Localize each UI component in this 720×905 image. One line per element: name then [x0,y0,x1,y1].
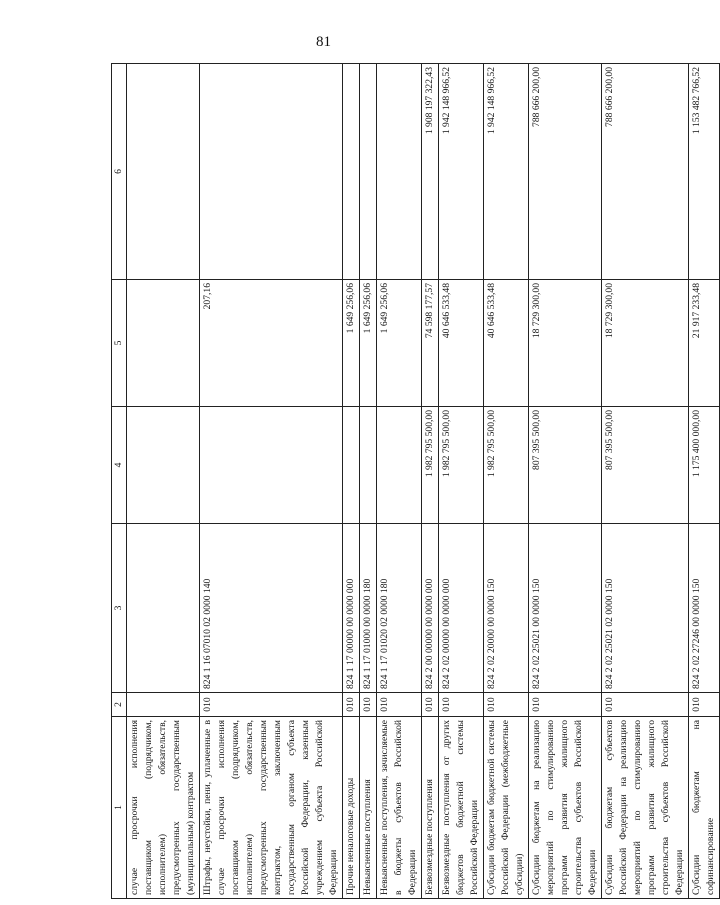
row-value4-cell [377,407,422,524]
row-value6-cell [360,64,377,280]
row-value5-cell: 1 649 256,06 [377,280,422,407]
row-column2-cell: 010 [377,693,422,717]
column-header: 4 [112,407,127,524]
row-value5-cell: 18 729 300,00 [602,280,689,407]
row-code-cell: 824 1 17 01000 00 0000 180 [360,524,377,693]
row-code-cell: 824 1 16 07010 02 0000 140 [200,524,343,693]
row-value6-cell [377,64,422,280]
table-row [422,64,439,899]
row-column2-cell: 010 [689,693,720,717]
row-value6-cell [343,64,360,280]
row-value4-cell [343,407,360,524]
row-value4-cell: 1 982 795 500,00 [439,407,484,524]
row-value4-cell [127,407,200,524]
row-value5-cell: 74 598 177,57 [422,280,439,407]
table-row [360,64,377,899]
row-code-cell: 824 2 02 25021 00 0000 150 [529,524,602,693]
row-code-cell [127,524,200,693]
row-code-cell: 824 2 02 20000 00 0000 150 [484,524,529,693]
table-frame [111,64,716,899]
row-value5-cell: 1 649 256,06 [360,280,377,407]
row-code-cell: 824 1 17 00000 00 0000 000 [343,524,360,693]
row-value6-cell: 1 908 197 322,43 [422,64,439,280]
row-column2-cell: 010 [602,693,689,717]
row-value4-cell: 807 395 500,00 [529,407,602,524]
row-code-cell: 824 2 00 00000 00 0000 000 [422,524,439,693]
table-row [343,64,360,899]
column-header: 6 [112,64,127,280]
row-value5-cell: 40 646 533,48 [439,280,484,407]
row-value4-cell [360,407,377,524]
table-row [200,64,343,899]
row-column2-cell: 010 [529,693,602,717]
column-header: 1 [112,717,127,899]
budget-table [111,63,720,899]
row-value5-cell: 21 917 233,48 [689,280,720,407]
row-value6-cell [127,64,200,280]
row-name-cell: Субсидии бюджетам на софинансирование [689,717,720,899]
column-header: 3 [112,524,127,693]
row-name-cell: Штрафы, неустойки, пени, уплаченные в случае просрочки исполнения поставщиком (подрядчиком, исполнителем) обязательств, предусмотренных государственным контрактом, заключенным государственным органом субъекта Российской Федерации, казенным учреждением субъекта Российской Федерации [200,717,343,899]
row-name-cell: Прочие неналоговые доходы [343,717,360,899]
page-number: 81 [316,34,331,50]
row-value6-cell: 788 666 200,00 [602,64,689,280]
row-value4-cell: 1 982 795 500,00 [422,407,439,524]
table-row [127,64,200,899]
row-value4-cell: 1 982 795 500,00 [484,407,529,524]
column-header: 5 [112,280,127,407]
row-value6-cell: 788 666 200,00 [529,64,602,280]
row-value4-cell: 807 395 500,00 [602,407,689,524]
table-row [602,64,689,899]
table-row [529,64,602,899]
table-row [484,64,529,899]
column-header: 2 [112,693,127,717]
header-row [112,64,127,899]
row-name-cell: Невыясненные поступления [360,717,377,899]
row-value5-cell: 40 646 533,48 [484,280,529,407]
row-column2-cell: 010 [200,693,343,717]
row-value5-cell [127,280,200,407]
row-column2-cell [127,693,200,717]
row-value6-cell: 1 153 482 766,52 [689,64,720,280]
row-name-cell: Безвозмездные поступления [422,717,439,899]
row-column2-cell: 010 [360,693,377,717]
row-value5-cell: 18 729 300,00 [529,280,602,407]
row-name-cell: Невыясненные поступления, зачисляемые в бюджеты субъектов Российской Федерации [377,717,422,899]
row-code-cell: 824 2 02 00000 00 0000 000 [439,524,484,693]
row-value4-cell [200,407,343,524]
row-value5-cell: 1 649 256,06 [343,280,360,407]
row-name-cell: случае просрочки исполнения поставщиком (подрядчиком, исполнителем) обязательств, предусмотренных государственным (муниципальным) контрактом [127,717,200,899]
row-value5-cell: 207,16 [200,280,343,407]
row-value6-cell: 1 942 148 966,52 [439,64,484,280]
row-value6-cell [200,64,343,280]
row-value6-cell: 1 942 148 966,52 [484,64,529,280]
row-column2-cell: 010 [343,693,360,717]
row-column2-cell: 010 [484,693,529,717]
row-name-cell: Субсидии бюджетам бюджетной системы Российской Федерации (межбюджетные субсидии) [484,717,529,899]
row-column2-cell: 010 [422,693,439,717]
table-row [689,64,720,899]
table-row [439,64,484,899]
row-column2-cell: 010 [439,693,484,717]
row-code-cell: 824 2 02 25021 02 0000 150 [602,524,689,693]
row-value4-cell: 1 175 400 000,00 [689,407,720,524]
row-code-cell: 824 2 02 27246 00 0000 150 [689,524,720,693]
row-name-cell: Субсидии бюджетам субъектов Российской Федерации на реализацию мероприятий по стимулированию программ развития жилищного строительства субъектов Российской Федерации [602,717,689,899]
row-name-cell: Субсидии бюджетам на реализацию мероприятий по стимулированию программ развития жилищного строительства субъектов Российской Федерации [529,717,602,899]
table-row [377,64,422,899]
row-code-cell: 824 1 17 01020 02 0000 180 [377,524,422,693]
row-name-cell: Безвозмездные поступления от других бюджетов бюджетной системы Российской Федерации [439,717,484,899]
